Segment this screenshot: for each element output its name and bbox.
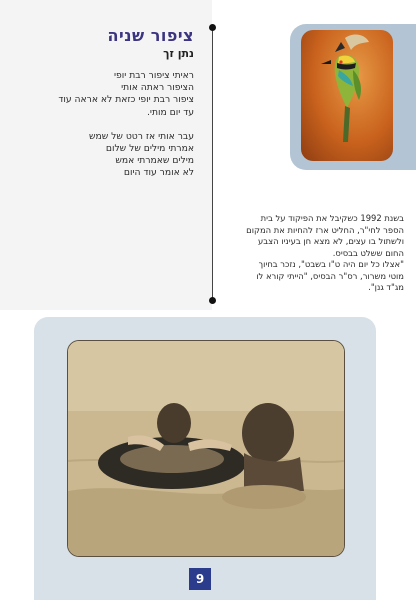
poem-line: מילים שאמרתי אמש: [115, 155, 194, 167]
poem-author: נתן זך: [163, 47, 194, 60]
story-line: הספר לחי"ר, החליט ארז להחיות את המקום: [246, 224, 404, 235]
poem-stanza: [24, 70, 194, 119]
poem-line: ראיתי ציפור רבת יופי: [113, 70, 194, 81]
poem-stanza: [24, 131, 194, 180]
poem-line: ציפור רבת יופי כזאת לא אראה עוד: [58, 94, 194, 106]
swimming-photo-illustration: [68, 341, 344, 556]
story-line: בשנת 1992 כשקיבל את הפיקוד על בית: [260, 213, 404, 223]
story-line: החום ששלט בבסיס.: [332, 247, 404, 258]
poem-line: הציפור ראתה אותי: [121, 82, 194, 94]
poem-title: ציפור שניה: [107, 26, 194, 45]
story-text: [216, 213, 404, 294]
story-line: מוטי משרור, רס"ר הבסיס, "הייתי קורא לו: [256, 270, 404, 281]
divider-dot-top: [209, 24, 216, 31]
page-number: 9: [189, 568, 211, 590]
poem-line: אמרתי מילים של שלום: [105, 143, 194, 155]
poem-body: [24, 70, 194, 192]
divider-dot-bottom: [209, 297, 216, 304]
story-line: "אצלו כל יום היה ט"ו בשבט", נזכר בחיוך: [258, 259, 404, 269]
divider-line: [212, 27, 213, 301]
bird-photo: [301, 30, 393, 161]
story-line: ולשתול בו עצים, לא מצא חן בעיניו הצבע: [258, 236, 404, 246]
bird-illustration: [301, 30, 393, 161]
poem-line: לא אומר עוד היום: [123, 167, 194, 179]
story-line: מג"ד גנן".: [368, 282, 404, 292]
poem-line: עבר אותי אז רטט של שמש: [88, 130, 194, 142]
poem-line: עד יום מותי.: [146, 106, 194, 118]
swimming-photo: [67, 340, 345, 557]
